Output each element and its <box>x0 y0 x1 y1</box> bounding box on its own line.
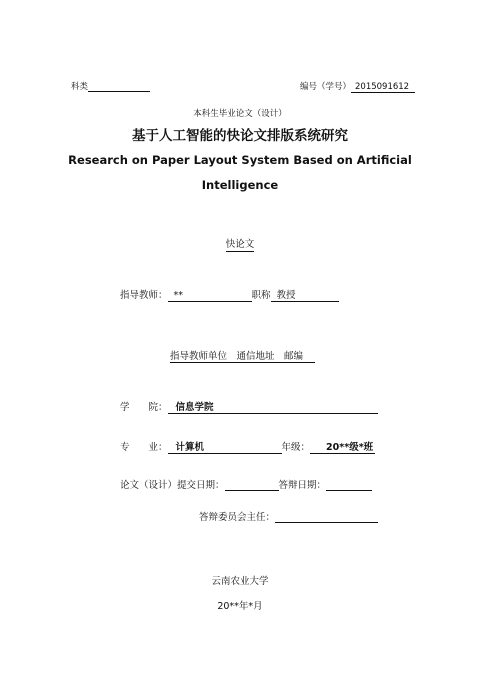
advisor-title-value: 教授 <box>271 287 339 302</box>
student-number-field <box>300 80 415 93</box>
advisor-unit-text: 指导教师单位 通信地址 邮编 <box>170 348 315 363</box>
dates-row <box>120 477 372 491</box>
category-label: 科类 <box>71 82 89 92</box>
student-number-value: 2015091612 <box>351 82 415 93</box>
advisor-label: 指导教师： <box>120 290 168 301</box>
defense-date-value <box>326 479 372 491</box>
grade-value: 20**级*班 <box>310 439 375 454</box>
advisor-unit-line <box>170 348 315 363</box>
submit-date-value <box>225 479 279 491</box>
major-value: 计算机 <box>168 439 282 454</box>
advisor-value: ** <box>168 290 252 302</box>
author-name-text: 快论文 <box>226 236 255 252</box>
thesis-type: 本科生毕业论文（设计） <box>193 109 287 119</box>
title-en-line2: Intelligence <box>201 178 279 192</box>
defense-date-label: 答辩日期： <box>278 480 327 491</box>
advisor-row <box>120 287 339 302</box>
committee-label: 答辩委员会主任： <box>199 512 276 523</box>
category-field <box>71 80 150 92</box>
committee-value <box>275 511 378 523</box>
major-label: 专 业： <box>120 442 168 453</box>
author-name <box>0 236 480 252</box>
committee-row <box>199 509 378 523</box>
category-value <box>88 81 150 92</box>
college-value: 信息学院 <box>168 399 378 414</box>
title-en-line1: Research on Paper Layout System Based on Artificial <box>68 153 412 167</box>
submit-date-label: 论文（设计）提交日期： <box>120 480 225 491</box>
document-date: 20**年*月 <box>217 601 263 612</box>
major-row <box>120 439 375 454</box>
student-number-label: 编号（学号） <box>300 82 352 92</box>
college-row <box>120 399 378 414</box>
grade-label: 年级： <box>281 442 311 453</box>
advisor-title-label: 职称 <box>251 290 271 301</box>
university-name: 云南农业大学 <box>211 576 269 587</box>
college-label: 学 院： <box>120 402 168 413</box>
title-cn: 基于人工智能的快论文排版系统研究 <box>132 128 348 144</box>
